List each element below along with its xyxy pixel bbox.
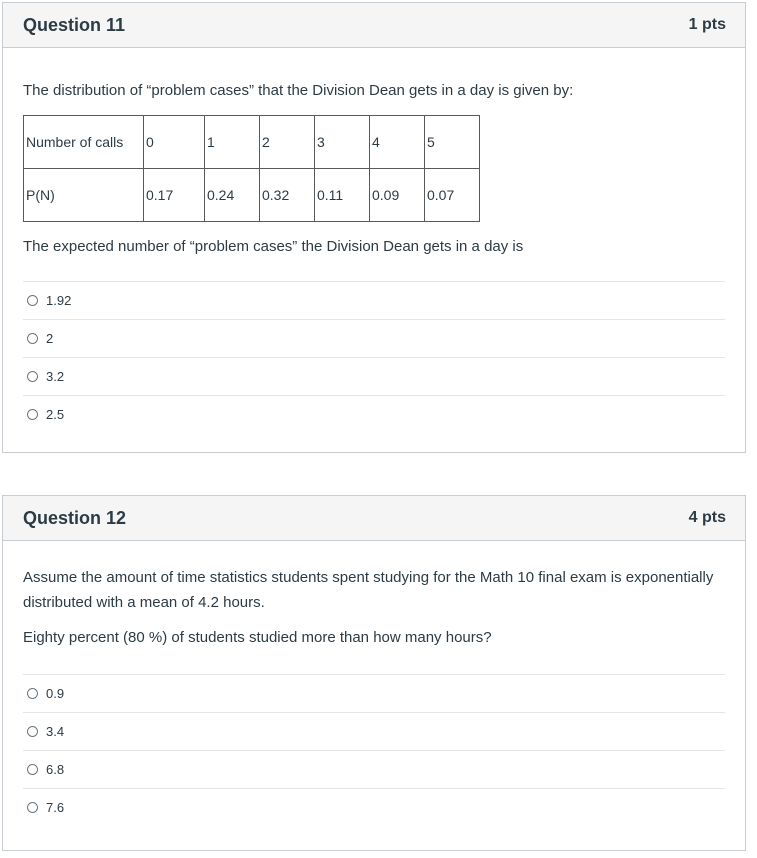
radio-button[interactable]: [27, 333, 38, 344]
question-11-intro: The distribution of “problem cases” that the Division Dean gets in a day is given by:: [23, 82, 574, 99]
table-row-probability: [24, 169, 480, 222]
answer-label: 3.4: [46, 724, 65, 739]
table-cell: 3: [315, 116, 370, 169]
question-12-title: Question 12: [23, 507, 127, 528]
answer-option[interactable]: [23, 788, 725, 826]
table-cell: 0.11: [315, 169, 370, 222]
radio-button[interactable]: [27, 688, 38, 699]
question-11-title: Question 11: [23, 14, 126, 35]
question-12-text: Assume the amount of time statistics students spent studying for the Math 10 final exam is exponentially distributed with a mean of 4.2 hours.: [23, 569, 714, 611]
answer-option[interactable]: [23, 712, 725, 750]
table-header-calls: Number of calls: [24, 116, 144, 169]
question-11-prompt: The expected number of “problem cases” the Division Dean gets in a day is: [23, 238, 524, 255]
distribution-table: [23, 115, 480, 222]
answer-option[interactable]: [23, 674, 725, 712]
table-cell: 5: [425, 116, 480, 169]
table-cell: 0.24: [205, 169, 260, 222]
table-cell: 4: [370, 116, 425, 169]
answer-option[interactable]: [23, 395, 725, 433]
answer-label: 2.5: [46, 407, 65, 422]
answer-option[interactable]: [23, 281, 725, 319]
question-12-answers: [23, 674, 725, 826]
answer-label: 0.9: [46, 686, 65, 701]
answer-label: 3.2: [46, 369, 65, 384]
answer-label: 2: [46, 331, 54, 346]
radio-button[interactable]: [27, 726, 38, 737]
question-12-question: Eighty percent (80 %) of students studied more than how many hours?: [23, 629, 492, 646]
table-cell: 0.32: [260, 169, 315, 222]
question-12-body: [3, 565, 745, 826]
table-row-calls: [24, 116, 480, 169]
answer-option[interactable]: [23, 357, 725, 395]
question-11-card: [2, 2, 746, 453]
answer-option[interactable]: [23, 319, 725, 357]
answer-label: 6.8: [46, 762, 65, 777]
radio-button[interactable]: [27, 371, 38, 382]
question-11-points: 1 pts: [688, 16, 726, 33]
radio-button[interactable]: [27, 802, 38, 813]
table-header-probability: P(N): [24, 169, 144, 222]
table-cell: 2: [260, 116, 315, 169]
table-cell: 1: [205, 116, 260, 169]
answer-option[interactable]: [23, 750, 725, 788]
radio-button[interactable]: [27, 409, 38, 420]
question-11-body: [3, 78, 745, 433]
question-11-answers: [23, 281, 725, 433]
question-12-points: 4 pts: [688, 509, 726, 526]
question-12-header: [3, 496, 745, 541]
table-cell: 0.09: [370, 169, 425, 222]
answer-label: 7.6: [46, 800, 65, 815]
table-cell: 0.07: [425, 169, 480, 222]
question-12-card: [2, 495, 746, 851]
table-cell: 0.17: [144, 169, 205, 222]
question-11-header: [3, 3, 745, 48]
radio-button[interactable]: [27, 295, 38, 306]
table-cell: 0: [144, 116, 205, 169]
answer-label: 1.92: [46, 293, 72, 308]
radio-button[interactable]: [27, 764, 38, 775]
